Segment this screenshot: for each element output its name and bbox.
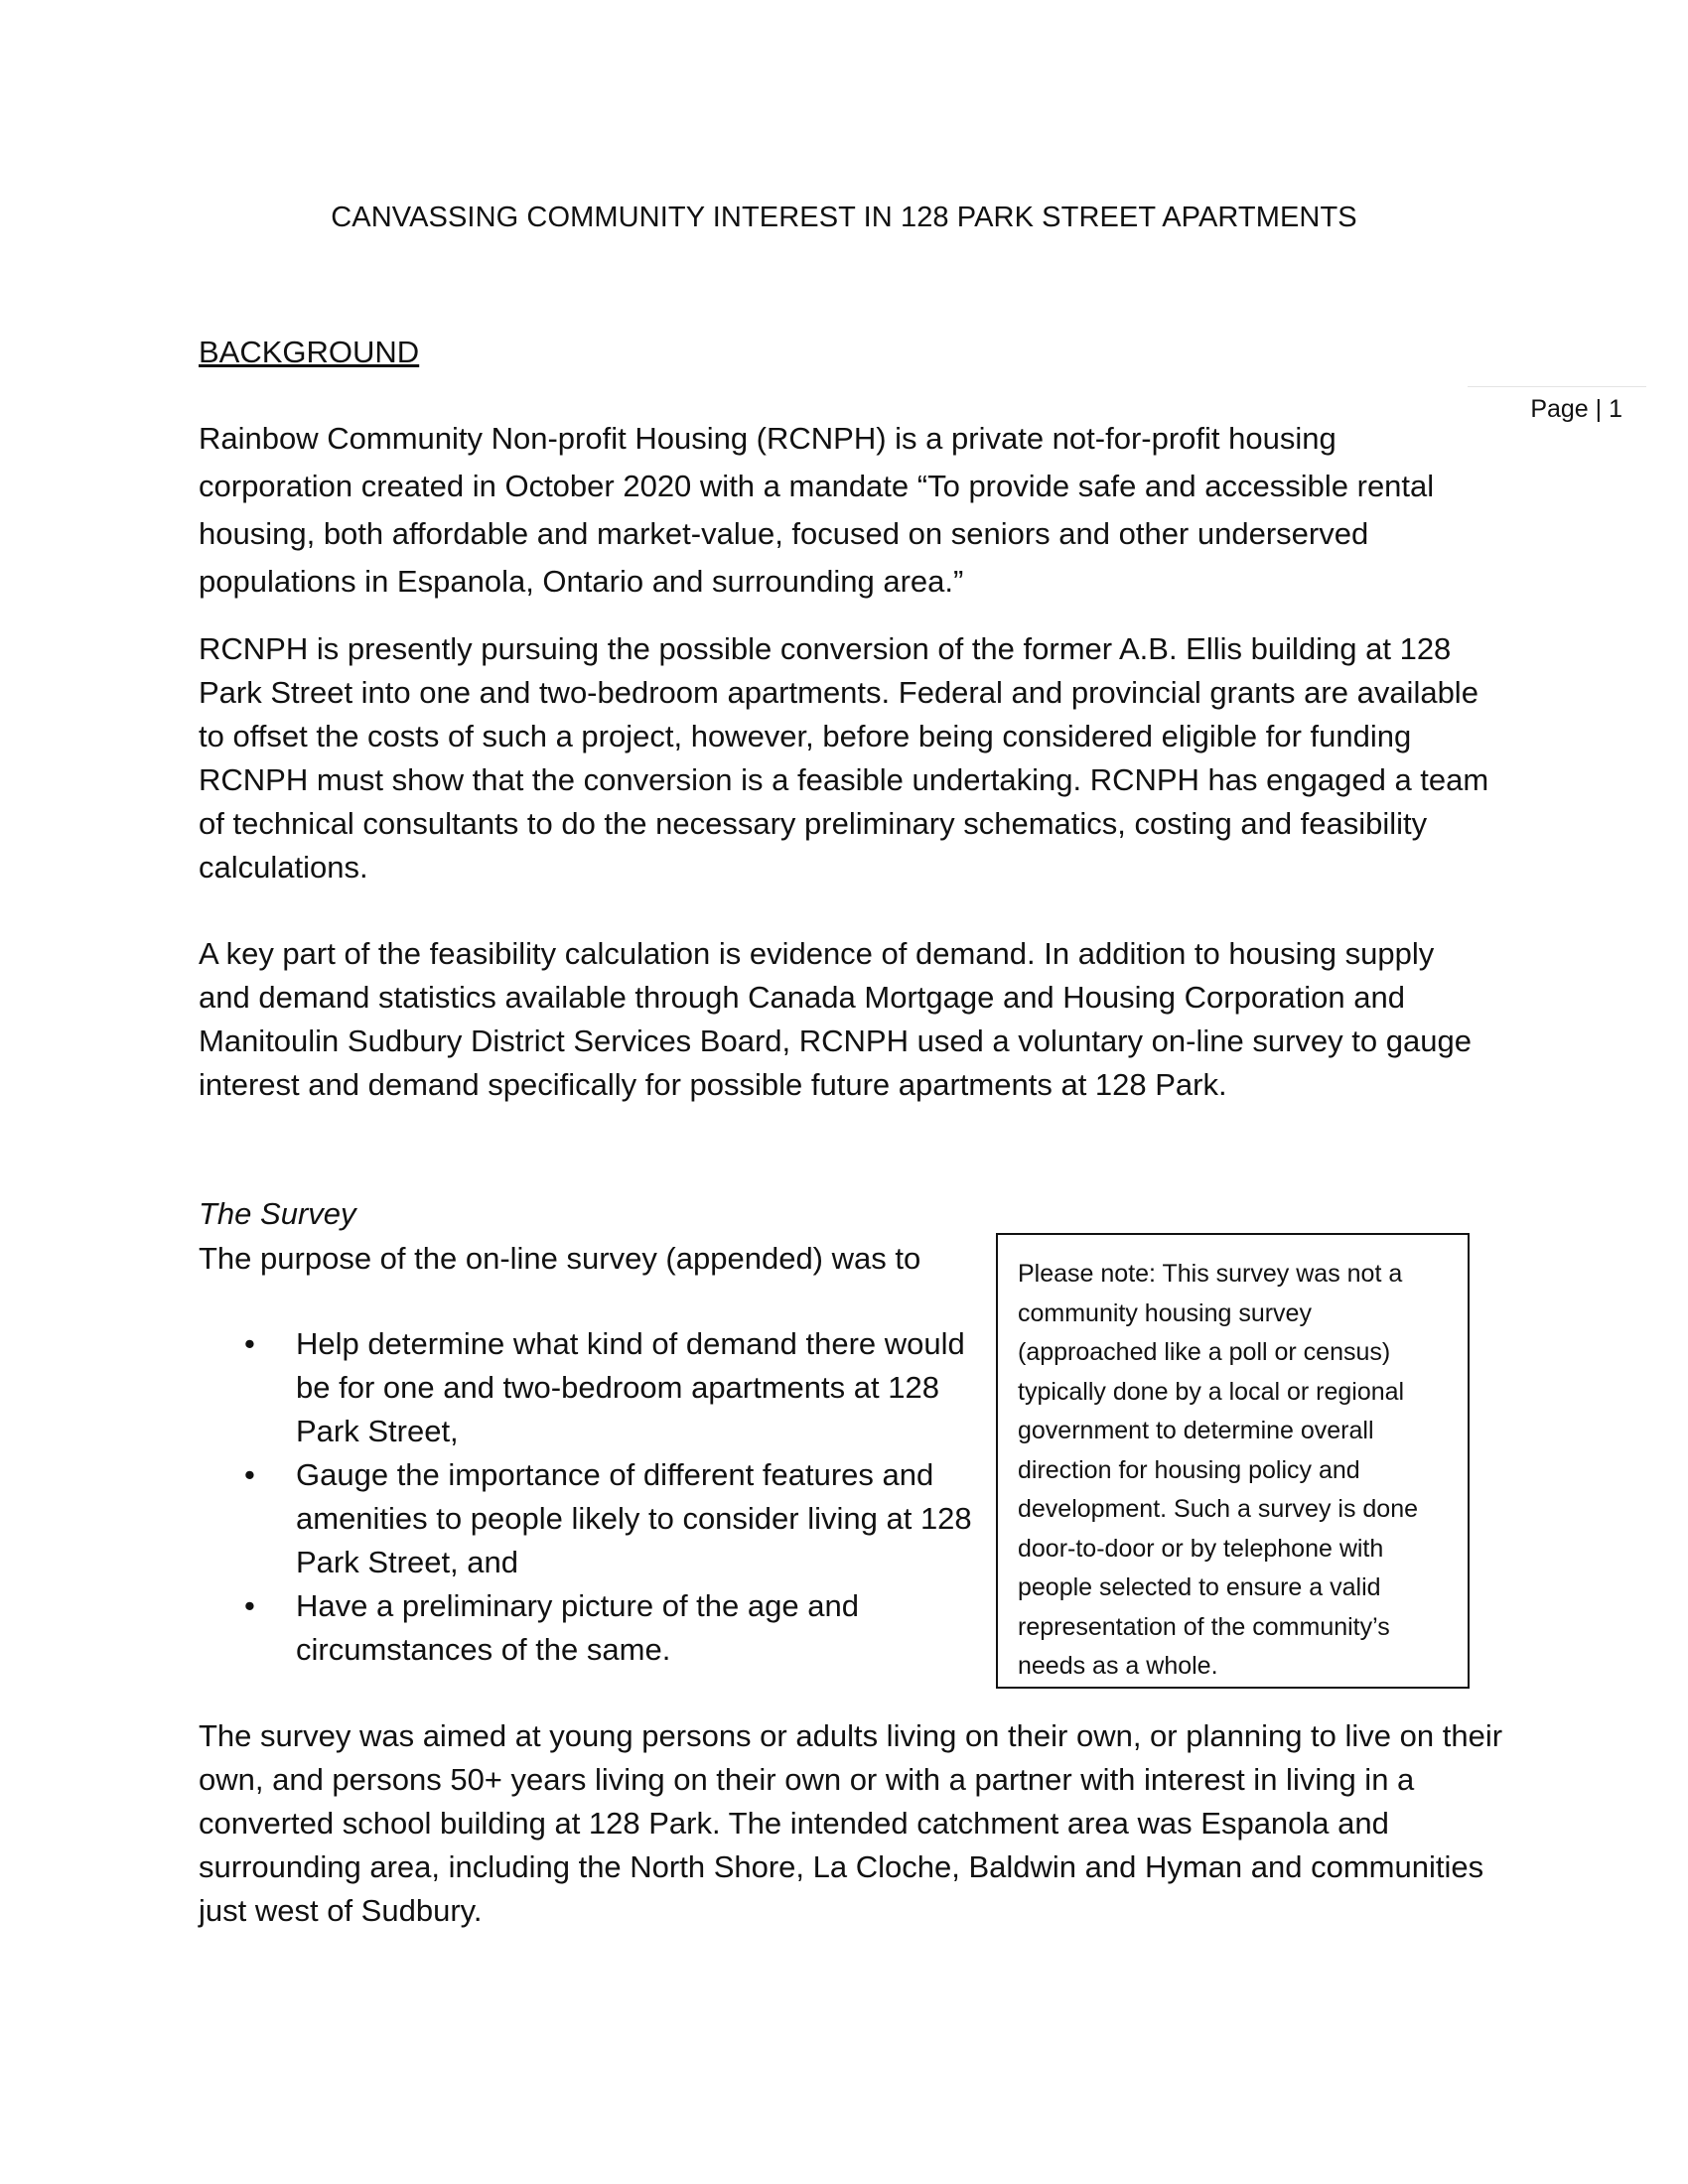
list-item-text: Help determine what kind of demand there would be for one and two-bedroom apartments at 128 Park Street, — [296, 1326, 965, 1448]
paragraph-conversion: RCNPH is presently pursuing the possible conversion of the former A.B. Ellis building at 128 Park Street into one and two-bedroom apartments. Federal and provincial grants are available to offset the costs of such a project, however, before being considered eligible for funding RCNPH must show that the conversion is a feasible undertaking. RCNPH has engaged a team of technical consultants to do the necessary preliminary schematics, costing and feasibility calculations. — [199, 631, 1489, 885]
survey-intro: The purpose of the on-line survey (appended) was to — [199, 1241, 921, 1276]
list-item — [199, 1322, 973, 1453]
survey-purpose-list — [199, 1322, 973, 1672]
document-title: CANVASSING COMMUNITY INTEREST IN 128 PARK STREET APARTMENTS — [331, 202, 1357, 233]
bullet-icon: • — [244, 1326, 255, 1361]
list-item-text: Have a preliminary picture of the age and circumstances of the same. — [296, 1588, 859, 1667]
survey-heading: The Survey — [199, 1196, 356, 1231]
bullet-icon: • — [244, 1588, 255, 1623]
list-item — [199, 1453, 973, 1584]
bullet-icon: • — [244, 1457, 255, 1492]
paragraph-mandate: Rainbow Community Non-profit Housing (RCNPH) is a private not-for-profit housing corporation created in October 2020 with a mandate “To provide safe and accessible rental housing, both affordable and market-value, focused on seniors and other underserved populations in Espanola, Ontario and surrounding area.” — [199, 421, 1435, 599]
list-item-text: Gauge the importance of different features and amenities to people likely to consider living at 128 Park Street, and — [296, 1457, 972, 1579]
paragraph-demand: A key part of the feasibility calculation is evidence of demand. In addition to housing supply and demand statistics available through Canada Mortgage and Housing Corporation and Manitoulin Sudbury District Services Board, RCNPH used a voluntary on-line survey to gauge interest and demand specifically for possible future apartments at 128 Park. — [199, 936, 1472, 1102]
paragraph-target-audience: The survey was aimed at young persons or adults living on their own, or planning to live on their own, and persons 50+ years living on their own or with a partner with interest in living in a converted school building at 128 Park. The intended catchment area was Espanola and surrounding area, including the North Shore, La Cloche, Baldwin and Hyman and communities just west of Sudbury. — [199, 1718, 1503, 1928]
background-heading: BACKGROUND — [199, 335, 420, 369]
list-item — [199, 1584, 973, 1672]
survey-note-text: Please note: This survey was not a community housing survey (approached like a poll or census) typically done by a local or regional government to determine overall direction for housing policy and development. Such a survey is done door-to-door or by telephone with people selected to ensure a valid representation of the community’s needs as a whole. — [1018, 1260, 1419, 1680]
survey-note-box — [996, 1233, 1470, 1689]
page-number: Page | 1 — [1468, 386, 1646, 424]
